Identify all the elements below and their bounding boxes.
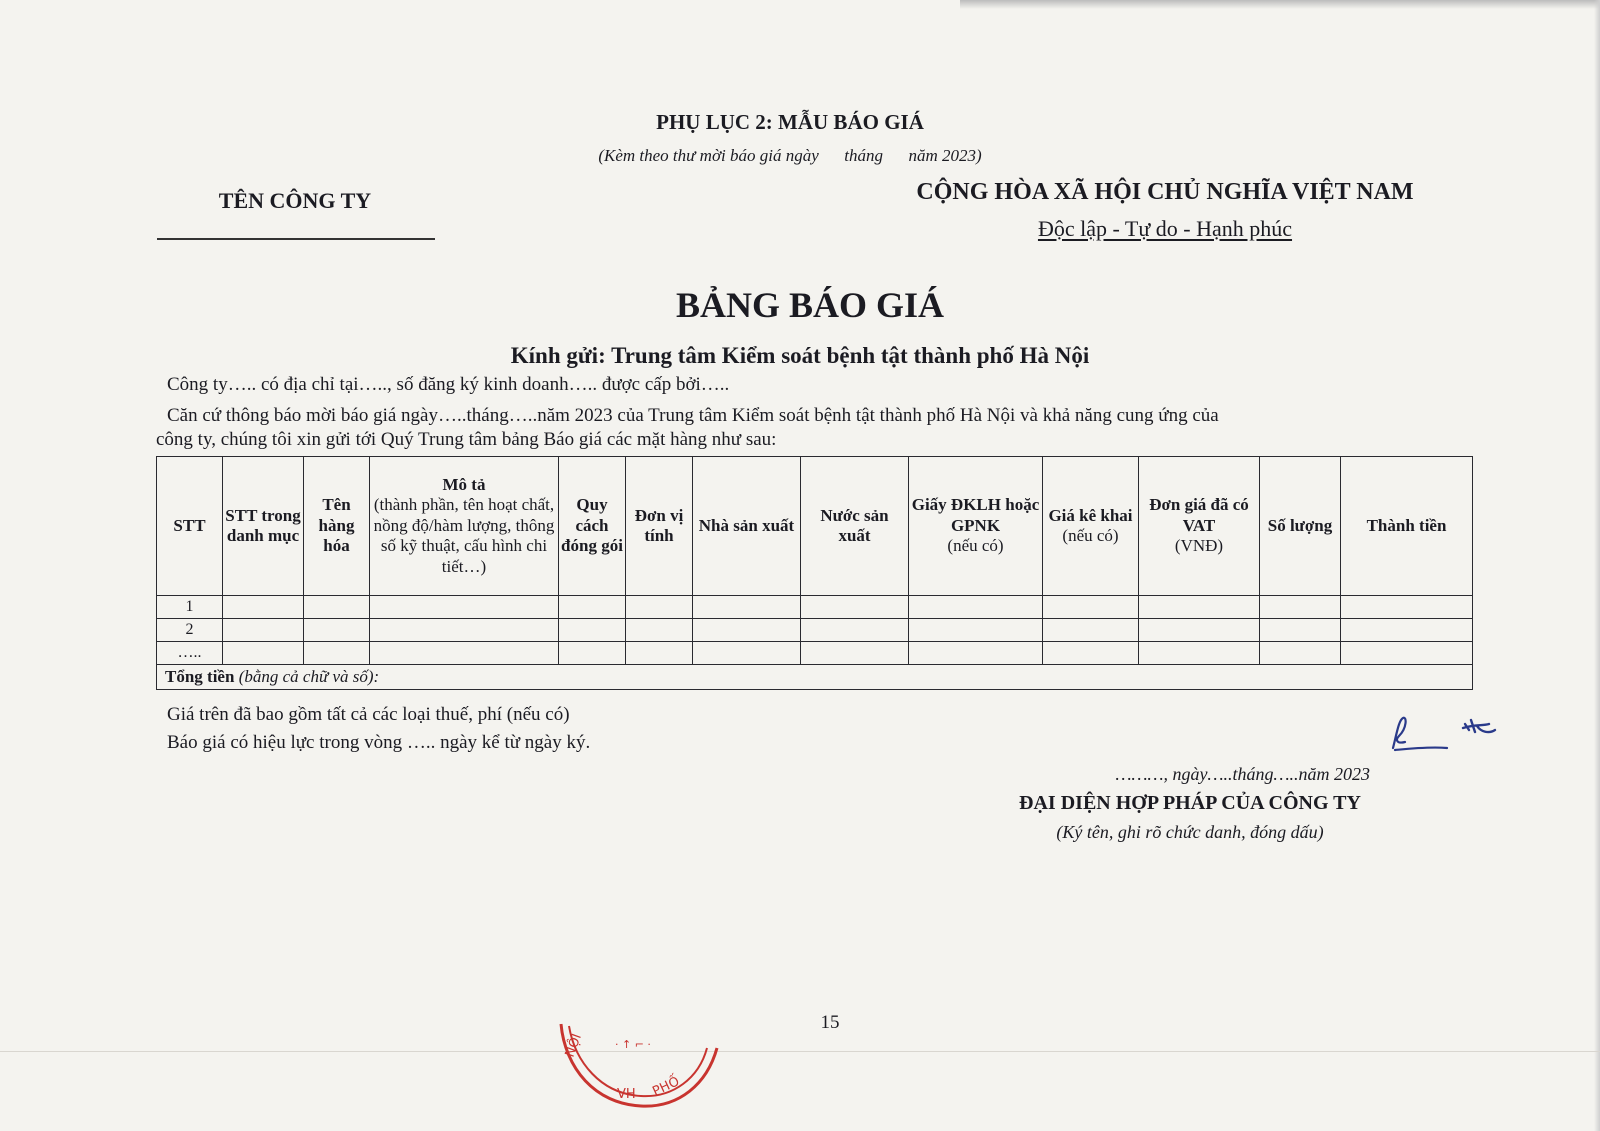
scan-shadow-top <box>960 0 1600 9</box>
description-title: Mô tả <box>442 475 486 495</box>
svg-text:VH: VH <box>617 1087 636 1102</box>
document-title: BẢNG BÁO GIÁ <box>675 285 945 325</box>
note-validity: Báo giá có hiệu lực trong vòng ….. ngày kể từ ngày ký. <box>167 732 591 753</box>
declared-title: Giá kê khai <box>1048 505 1133 525</box>
col-header-manufacturer: Nhà sản xuất <box>693 457 801 596</box>
note-tax-included: Giá trên đã bao gồm tất cả các loại thuế, phí (nếu có) <box>167 704 570 725</box>
legal-representative-title: ĐẠI DIỆN HỢP PHÁP CỦA CÔNG TY <box>1019 792 1361 814</box>
company-name: TÊN CÔNG TY <box>218 188 372 213</box>
intro-line-2: Căn cứ thông báo mời báo giá ngày…..tháng…..năm 2023 của Trung tâm Kiểm soát bệnh tật thành phố Hà Nội và khả năng cung ứng của <box>167 405 1219 426</box>
total-note: (bằng cả chữ và số): <box>238 666 380 686</box>
license-title: Giấy ĐKLH hoặc GPNK <box>911 495 1040 535</box>
description-detail: (thành phần, tên hoạt chất, nồng độ/hàm lượng, thông số kỹ thuật, cấu hình chi tiết…) <box>373 495 555 576</box>
row-number: 2 <box>157 619 223 642</box>
svg-text:NỘI: NỘI <box>562 1031 585 1060</box>
col-header-item-name: Tên hàng hóa <box>304 457 370 596</box>
appendix-title: PHỤ LỤC 2: MẪU BÁO GIÁ <box>656 110 924 134</box>
scan-shadow-right <box>1594 0 1600 1131</box>
recipient-line: Kính gửi: Trung tâm Kiểm soát bệnh tật thành phố Hà Nội <box>510 343 1090 368</box>
col-header-packing: Quy cách đóng gói <box>559 457 626 596</box>
handwritten-initials <box>1385 710 1505 760</box>
total-row <box>157 665 1473 690</box>
company-underline <box>157 238 435 240</box>
row-number: ….. <box>157 642 223 665</box>
col-header-description <box>370 457 559 596</box>
scan-fold-line <box>0 1051 1600 1052</box>
col-header-unit: Đơn vị tính <box>626 457 693 596</box>
intro-line-3: công ty, chúng tôi xin gửi tới Quý Trung tâm bảng Báo giá các mặt hàng như sau: <box>156 429 777 450</box>
signature-instruction: (Ký tên, ghi rõ chức danh, đóng dấu) <box>1056 822 1324 842</box>
appendix-note: (Kèm theo thư mời báo giá ngày tháng năm 2023) <box>598 146 982 165</box>
table-row <box>157 642 1473 665</box>
col-header-unit-price <box>1139 457 1260 596</box>
declared-note: (nếu có) <box>1062 526 1119 545</box>
red-stamp-seal <box>555 1018 725 1118</box>
col-header-license <box>909 457 1043 596</box>
svg-text:· ↑ ⌐ ·: · ↑ ⌐ · <box>615 1038 651 1051</box>
intro-line-1: Công ty….. có địa chỉ tại….., số đăng ký kinh doanh….. được cấp bởi….. <box>167 374 730 395</box>
license-note: (nếu có) <box>947 536 1004 556</box>
table-row <box>157 596 1473 619</box>
page-number: 15 <box>820 1012 840 1033</box>
row-number: 1 <box>157 596 223 619</box>
col-header-total: Thành tiền <box>1341 457 1473 596</box>
national-motto: Độc lập - Tự do - Hạnh phúc <box>1037 216 1293 241</box>
col-header-stt: STT <box>157 457 223 596</box>
col-header-declared-price <box>1043 457 1139 596</box>
svg-text:PHỐ: PHỐ <box>650 1074 682 1100</box>
national-title: CỘNG HÒA XÃ HỘI CHỦ NGHĨA VIỆT NAM <box>916 179 1414 205</box>
quotation-table <box>156 456 1473 690</box>
table-row <box>157 619 1473 642</box>
place-date-line: ………, ngày…..tháng…..năm 2023 <box>1115 764 1370 784</box>
table-header-row <box>157 457 1473 596</box>
total-label: Tổng tiền <box>165 666 235 686</box>
col-header-country: Nước sản xuất <box>801 457 909 596</box>
unit-price-note: (VNĐ) <box>1174 536 1224 556</box>
unit-price-title: Đơn giá đã có VAT <box>1149 495 1249 535</box>
col-header-stt-catalog: STT trong danh mục <box>223 457 304 596</box>
col-header-quantity: Số lượng <box>1260 457 1341 596</box>
